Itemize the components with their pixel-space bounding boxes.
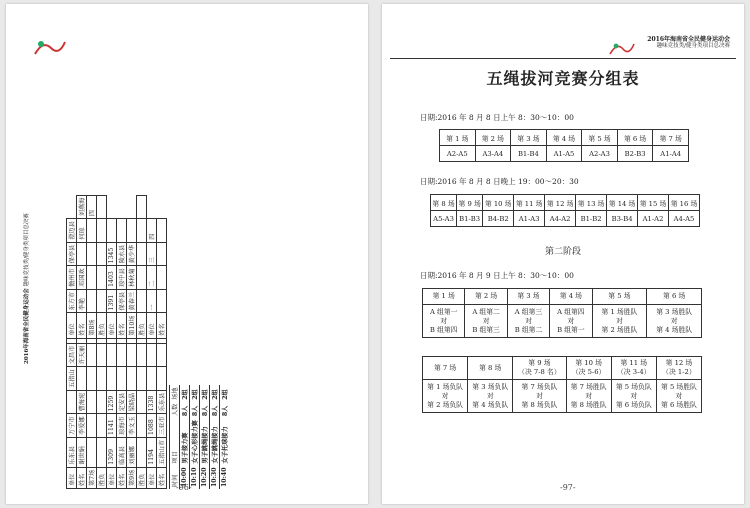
table-row: [97, 195, 107, 488]
schedule-cell: 2组: [180, 385, 190, 401]
table-cell: [87, 414, 97, 438]
schedule-cell: 2组: [200, 385, 210, 401]
table-cell: 1403: [107, 266, 117, 290]
schedule-cell: 8人: [210, 402, 220, 418]
schedule-cell: 2组: [190, 385, 200, 401]
table-cell: 姓名: [117, 313, 127, 338]
table-cell: 澄迈县: [67, 219, 77, 243]
match-pairing: [592, 305, 647, 338]
table-cell: [67, 390, 77, 414]
table-cell: [127, 367, 137, 391]
schedule-row: [170, 385, 180, 489]
table-cell: 临高县: [117, 437, 127, 467]
table-cell: 东方市: [67, 289, 77, 313]
match-header: 第 12 场: [545, 195, 576, 211]
table-cell: 三: [147, 242, 157, 266]
match-header: 第 5 场: [592, 289, 647, 305]
table-cell: 1309: [107, 437, 117, 467]
left-header-title: 2016年海南省全民健身运动会: [24, 288, 30, 364]
cell-line: 对: [536, 391, 543, 400]
left-header: [22, 213, 30, 364]
match-pairing: [611, 380, 656, 413]
table-cell: 黄春兰: [127, 289, 137, 313]
table-cell: [137, 195, 147, 219]
table-cell: [97, 390, 107, 414]
table-cell: [137, 266, 147, 290]
table-cell: [97, 195, 107, 219]
match-header: 第 3 场: [507, 289, 549, 305]
table-cell: 1141: [107, 414, 117, 438]
table-cell: 第8场: [87, 313, 97, 338]
match-header: 第 14 场: [607, 195, 638, 211]
table-cell: [87, 343, 97, 367]
cell-line: 第 8 场负队: [521, 400, 558, 409]
table-cell: 万宁市: [67, 414, 77, 438]
header-row: [423, 289, 702, 305]
cell-line: A 组第一: [429, 307, 458, 316]
table-cell: 邓国欢: [77, 266, 87, 290]
table-cell: [157, 338, 167, 343]
cell-line: B 组第四: [429, 325, 458, 334]
table-cell: [107, 367, 117, 391]
match-pairing: [513, 380, 566, 413]
table-cell: [97, 289, 107, 313]
table-cell: [107, 219, 117, 243]
match-pairing: B1-B4: [511, 146, 547, 162]
table-cell: 定安县: [117, 390, 127, 414]
value-row: [440, 146, 689, 162]
table-cell: [117, 338, 127, 343]
cell-line: B 组第三: [472, 325, 500, 334]
header-row: [423, 357, 702, 380]
table-cell: 琼海市: [117, 414, 127, 438]
day2-date: 日期:2016 年 8 月 9 日上午 8：30～10：00: [420, 271, 574, 280]
cell-line: 对: [567, 316, 575, 325]
table-cell: [97, 414, 107, 438]
schedule-cell: 10:40: [221, 467, 228, 487]
table-cell: 文昌市: [67, 343, 77, 367]
cell-line: B 组第一: [557, 325, 585, 334]
day1-morning-date: 日期:2016 年 8 月 8 日上午 8：30～10：00: [420, 113, 574, 122]
table-cell: [87, 390, 97, 414]
match-header: 第 10 场: [483, 195, 514, 211]
table-cell: [87, 367, 97, 391]
table-cell: [97, 343, 107, 367]
schedule-cell: 8人: [180, 402, 190, 418]
match-pairing: [423, 380, 468, 413]
cell-line: （决 1-2）: [662, 368, 696, 376]
table-cell: 姓名: [157, 467, 167, 488]
match-header: [423, 357, 468, 380]
table-cell: [147, 367, 157, 391]
schedule-cell: 10:30: [211, 467, 218, 487]
schedule-cell: 女子心形接力赛: [190, 418, 200, 465]
table-cell: 曹海宛: [77, 390, 87, 414]
right-page-number: -97-: [560, 483, 576, 492]
cell-line: 对: [482, 316, 490, 325]
table-cell: 姓名: [77, 313, 87, 338]
stage2-round2-table: [422, 356, 702, 413]
day1-evening-table: [430, 194, 700, 227]
day1-evening-date: 日期:2016 年 8 月 8 日晚上 19：00～20：30: [420, 177, 579, 186]
value-row: [431, 211, 700, 227]
cell-line: 第 3 场胜队: [656, 307, 693, 316]
table-cell: [77, 338, 87, 343]
match-header: 第 13 场: [576, 195, 607, 211]
right-header-line2: 趣味竞技类/健身类项目总决赛: [656, 43, 730, 49]
match-header: 第 1 场: [423, 289, 465, 305]
table-cell: [77, 242, 87, 266]
table-row: [87, 195, 97, 488]
match-pairing: B3-B4: [607, 211, 638, 227]
table-cell: 单位: [67, 467, 77, 488]
match-header: 第 15 场: [638, 195, 669, 211]
cell-line: 第 2 场负队: [427, 400, 463, 409]
cell-line: 第 5 场负队: [615, 382, 652, 391]
table-cell: [97, 437, 107, 467]
table-cell: [107, 338, 117, 343]
table-row: [117, 195, 127, 488]
table-cell: 乐东县: [67, 437, 77, 467]
table-cell: [137, 242, 147, 266]
table-cell: 刘丽娜: [127, 437, 137, 467]
table-row: [77, 195, 87, 488]
cell-line: A 组第四: [557, 307, 585, 316]
cell-line: （决 3-4）: [616, 368, 651, 376]
games-logo-icon: [608, 40, 636, 58]
match-pairing: A1-A2: [638, 211, 669, 227]
table-cell: [127, 219, 137, 243]
schedule-cell: 场地: [170, 385, 180, 401]
table-cell: 胜负: [137, 313, 147, 338]
schedule-row: [180, 385, 190, 489]
cell-line: （决 5-6）: [571, 368, 606, 376]
left-header-sub: 趣味竞技类/健身类项目总决赛: [24, 213, 30, 287]
table-cell: [137, 390, 147, 414]
table-row: [67, 195, 77, 488]
match-header: 第 6 场: [647, 289, 702, 305]
table-cell: 保亭县: [67, 242, 77, 266]
table-cell: 胜负: [97, 467, 107, 488]
table-cell: [127, 343, 137, 367]
table-cell: [97, 242, 107, 266]
match-pairing: B1-B2: [576, 211, 607, 227]
value-row: [423, 305, 702, 338]
table-cell: [67, 338, 77, 343]
table-cell: 1391: [107, 289, 117, 313]
schedule-row: [210, 385, 220, 489]
match-pairing: B4-B2: [483, 211, 514, 227]
cell-line: 第 1 场负队: [427, 382, 463, 391]
table-cell: [157, 242, 167, 266]
table-cell: 第10场: [127, 313, 137, 338]
match-header: [468, 357, 513, 380]
table-cell: 五指山: [67, 367, 77, 391]
cell-line: 对: [585, 391, 592, 400]
header-row: [440, 130, 689, 146]
match-header: 第 4 场: [550, 289, 592, 305]
match-header: 第 5 场: [582, 130, 618, 146]
table-cell: [97, 367, 107, 391]
table-cell: [77, 367, 87, 391]
cell-line: 第 6 场负队: [615, 400, 652, 409]
schedule-cell: 2组: [210, 385, 220, 401]
schedule-row: [220, 385, 230, 489]
stage2-round1-table: [422, 288, 702, 338]
table-cell: 陵水县: [117, 242, 127, 266]
schedule-cell: 女子托球接力: [220, 418, 230, 465]
cell-line: A 组第二: [472, 307, 500, 316]
table-cell: 五指山市: [157, 437, 167, 467]
table-cell: [97, 219, 107, 243]
table-cell: [137, 338, 147, 343]
table-cell: 李艳: [77, 289, 87, 313]
schedule-cell: 8人: [220, 402, 230, 418]
table-cell: 姓名: [157, 313, 167, 338]
cell-line: 第 3 场负队: [472, 382, 509, 391]
table-cell: 乐东县: [157, 390, 167, 414]
table-cell: 第9场: [127, 467, 137, 488]
table-cell: 1338: [147, 390, 157, 414]
cell-line: 第 7 场负队: [521, 382, 558, 391]
table-cell: [117, 219, 127, 243]
bracket-table: [66, 195, 167, 489]
table-cell: 单位: [107, 313, 117, 338]
match-header: 第 8 场: [431, 195, 457, 211]
table-cell: 四: [87, 195, 97, 219]
match-pairing: [656, 380, 701, 413]
match-pairing: B1-B3: [457, 211, 483, 227]
table-cell: 单位: [67, 313, 77, 338]
table-cell: 林秋菊: [127, 266, 137, 290]
schedule-table: [169, 385, 229, 489]
cell-line: 第 11 场: [620, 359, 648, 367]
table-cell: [137, 437, 147, 467]
table-row: [107, 195, 117, 488]
page-title: 五绳拔河竞赛分组表: [486, 69, 640, 88]
cell-line: 对: [670, 316, 678, 325]
schedule-row: [190, 385, 200, 489]
table-cell: [137, 367, 147, 391]
table-cell: 胜负: [97, 313, 107, 338]
table-cell: [87, 338, 97, 343]
match-pairing: A1-A4: [653, 146, 689, 162]
table-cell: [137, 343, 147, 367]
cell-line: 第 2 场胜队: [601, 325, 638, 334]
schedule-cell: 10:20: [201, 467, 208, 487]
table-cell: [97, 338, 107, 343]
table-cell: [147, 343, 157, 367]
cell-line: 第 5 场胜队: [660, 382, 697, 391]
match-pairing: A1-A5: [546, 146, 582, 162]
right-header: [647, 36, 730, 50]
table-row: [137, 195, 147, 488]
cell-line: 第 6 场胜队: [660, 400, 697, 409]
cell-line: 对: [486, 391, 494, 400]
cell-line: 对: [630, 391, 638, 400]
table-cell: 二: [147, 266, 157, 290]
cell-line: 第 4 场负队: [472, 400, 509, 409]
cell-line: 第 8 场: [479, 363, 502, 372]
match-pairing: [566, 380, 611, 413]
table-cell: 李爱娜: [77, 414, 87, 438]
cell-line: 第 1 场胜队: [601, 307, 638, 316]
match-pairing: A2-A5: [440, 146, 476, 162]
match-pairing: [465, 305, 507, 338]
table-cell: [157, 289, 167, 313]
cell-line: 对: [441, 391, 449, 400]
table-cell: [117, 343, 127, 367]
table-row: [157, 195, 167, 488]
header-row: [431, 195, 700, 211]
table-cell: [87, 242, 97, 266]
schedule-cell: 10:10: [191, 467, 198, 487]
table-cell: 姓名: [77, 467, 87, 488]
cell-line: 对: [675, 391, 683, 400]
cell-line: 对: [525, 316, 532, 325]
match-header: [611, 357, 656, 380]
header-rule: [390, 58, 736, 59]
table-cell: 四: [147, 219, 157, 243]
table-cell: 1088: [147, 414, 157, 438]
table-cell: 许天丽: [77, 343, 87, 367]
match-pairing: B2-B3: [617, 146, 653, 162]
table-cell: 三亚市: [157, 414, 167, 438]
table-cell: 姓名: [117, 467, 127, 488]
match-header: 第 6 场: [617, 130, 653, 146]
match-pairing: A4-A5: [669, 211, 700, 227]
table-cell: [157, 367, 167, 391]
schedule-cell: 8人: [190, 402, 200, 418]
cell-line: 第 7 场胜队: [570, 382, 607, 391]
cell-line: 第 8 场胜队: [570, 400, 607, 409]
match-header: 第 2 场: [465, 289, 507, 305]
match-header: [513, 357, 566, 380]
match-pairing: [468, 380, 513, 413]
match-header: 第 2 场: [475, 130, 511, 146]
table-cell: 李文玉: [127, 414, 137, 438]
table-cell: 刘燕海: [77, 195, 87, 219]
match-header: 第 11 场: [514, 195, 545, 211]
table-cell: [87, 219, 97, 243]
rotated-bracket-table: [66, 195, 229, 489]
cell-line: A 组第三: [514, 307, 543, 316]
stage2-title: 第二阶段: [544, 247, 581, 257]
table-cell: 单位: [147, 467, 157, 488]
table-row: [127, 195, 137, 488]
table-cell: 梁晓晶: [127, 390, 137, 414]
left-page: [6, 4, 368, 504]
cell-line: 对: [440, 316, 448, 325]
table-cell: 胜负: [137, 467, 147, 488]
match-pairing: [647, 305, 702, 338]
match-pairing: [423, 305, 465, 338]
cell-line: 第 7 场: [433, 363, 457, 372]
table-cell: 1345: [107, 242, 117, 266]
table-row: [147, 195, 157, 488]
schedule-cell: 人数: [170, 402, 180, 418]
schedule-cell: 时间: [170, 465, 180, 489]
table-cell: 第7场: [87, 467, 97, 488]
cell-line: （决 7-8 名）: [518, 368, 561, 376]
table-cell: [87, 266, 97, 290]
table-cell: [97, 266, 107, 290]
table-cell: [157, 266, 167, 290]
table-cell: [137, 289, 147, 313]
cell-line: B 组第二: [514, 325, 543, 334]
left-page-number: -96-: [176, 483, 192, 492]
match-pairing: A1-A3: [514, 211, 545, 227]
table-cell: [147, 338, 157, 343]
table-cell: 黄少华: [127, 242, 137, 266]
match-header: [566, 357, 611, 380]
cell-line: 第 10 场: [575, 359, 602, 367]
schedule-cell: 男子接力赛: [180, 418, 190, 465]
table-cell: 单位: [147, 313, 157, 338]
table-cell: [127, 338, 137, 343]
schedule-cell: 8人: [200, 402, 210, 418]
table-cell: [87, 437, 97, 467]
table-cell: 保亭县: [117, 289, 127, 313]
match-pairing: A5-A3: [431, 211, 457, 227]
table-cell: [107, 343, 117, 367]
table-cell: [157, 219, 167, 243]
table-cell: [137, 414, 147, 438]
value-row: [423, 380, 702, 413]
schedule-row: [200, 385, 210, 489]
match-pairing: A4-A2: [545, 211, 576, 227]
table-cell: 1194: [147, 437, 157, 467]
schedule-cell: 2组: [220, 385, 230, 401]
table-cell: [137, 219, 147, 243]
match-header: 第 16 场: [669, 195, 700, 211]
schedule-cell: 男子跳绳接力: [200, 418, 210, 465]
schedule-cell: 10:00: [181, 467, 188, 487]
match-pairing: [550, 305, 592, 338]
table-cell: 一: [147, 289, 157, 313]
cell-line: 对: [616, 316, 623, 325]
schedule-cell: 项目: [170, 418, 180, 465]
table-cell: 单位: [107, 467, 117, 488]
table-cell: 1259: [107, 390, 117, 414]
cell-line: 第 4 场胜队: [656, 325, 693, 334]
match-header: 第 4 场: [546, 130, 582, 146]
cell-line: 第 12 场: [665, 359, 693, 367]
right-header-line1: 2016年海南省全民健身运动会: [647, 36, 730, 43]
match-pairing: [507, 305, 549, 338]
table-cell: 儋州市: [67, 266, 77, 290]
match-header: 第 3 场: [511, 130, 547, 146]
cell-line: 第 9 场: [528, 359, 551, 367]
match-header: 第 1 场: [440, 130, 476, 146]
table-cell: 何琼: [77, 219, 87, 243]
match-pairing: A2-A3: [582, 146, 618, 162]
match-header: 第 7 场: [653, 130, 689, 146]
right-page: [382, 4, 744, 504]
day1-morning-table: [439, 129, 689, 162]
table-cell: [87, 289, 97, 313]
match-pairing: A3-A4: [475, 146, 511, 162]
table-cell: [117, 367, 127, 391]
table-cell: [157, 343, 167, 367]
table-cell: 谢世娟: [77, 437, 87, 467]
table-cell: 琼中县: [117, 266, 127, 290]
match-header: [656, 357, 701, 380]
games-logo-icon: [31, 36, 67, 60]
match-header: 第 9 场: [457, 195, 483, 211]
schedule-cell: 女子跳绳接力: [210, 418, 220, 465]
